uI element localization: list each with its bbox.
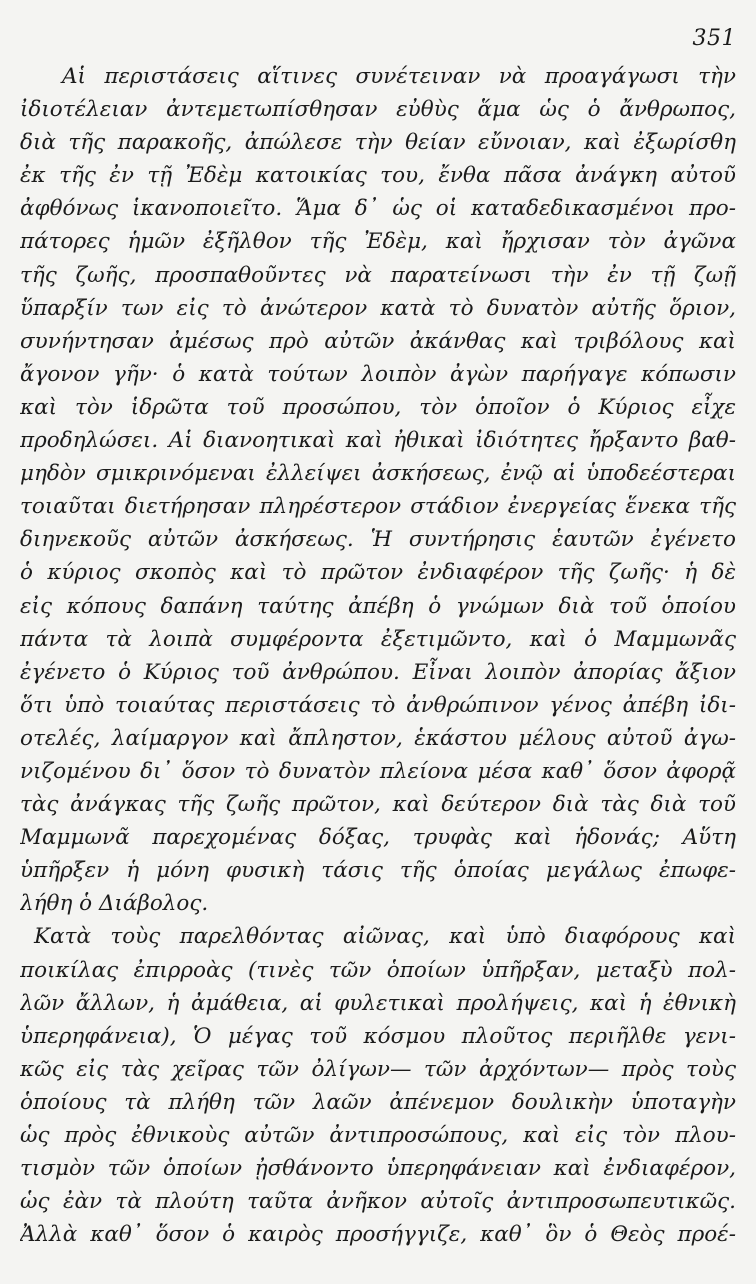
text-line: τὰς ἀνάγκας τῆς ζωῆς πρῶτον, καὶ δεύτερον διὰ τὰς διὰ τοῦ: [20, 792, 736, 818]
text-line: Αἱ περιστάσεις αἵτινες συνέτειναν νὰ προαγάγωσι τὴν: [62, 64, 736, 89]
text-line: νιζομένου δι᾽ ὅσον τὸ δυνατὸν πλείονα μέσα καθ᾽ ὅσον ἀφορᾷ: [20, 758, 736, 784]
text-line: τοιαῦται διετήρησαν πληρέστερον στάδιον ἐνεργείας ἕνεκα τῆς: [20, 494, 736, 520]
text-line: Μαμμωνᾶ παρεχομένας δόξας, τρυφὰς καὶ ἡδονάς; Αὕτη: [20, 825, 736, 851]
text-line: λήθη ὁ Διάβολος.: [20, 891, 209, 917]
text-line: μηδὸν σμικρινόμεναι ἐλλείψει ἀσκήσεως, ἐνῷ αἱ ὑποδεέστεραι: [20, 461, 736, 487]
text-line: ὑπῆρξεν ἡ μόνη φυσικὴ τάσις τῆς ὁποίας μεγάλως ἐπωφε-: [20, 858, 736, 884]
body-text: [20, 60, 736, 1251]
text-line: ποικίλας ἐπιρροὰς (τινὲς τῶν ὁποίων ὑπῆρξαν, μεταξὺ πολ-: [20, 957, 736, 983]
text-line: ἐγένετο ὁ Κύριος τοῦ ἀνθρώπου. Εἶναι λοιπὸν ἀπορίας ἄξιον: [20, 659, 736, 685]
page-number: 351: [692, 26, 736, 51]
text-line: κῶς εἰς τὰς χεῖρας τῶν ὀλίγων— τῶν ἀρχόντων— πρὸς τοὺς: [20, 1056, 736, 1082]
text-line: ὁ κύριος σκοπὸς καὶ τὸ πρῶτον ἐνδιαφέρον τῆς ζωῆς· ἡ δὲ: [20, 560, 736, 586]
text-line: τῆς ζωῆς, προσπαθοῦντες νὰ παρατείνωσι τὴν ἐν τῇ ζωῇ: [20, 262, 736, 288]
text-line: διὰ τῆς παρακοῆς, ἀπώλεσε τὴν θείαν εὔνοιαν, καὶ ἐξωρίσθη: [20, 130, 736, 156]
text-line: ὕπαρξίν των εἰς τὸ ἀνώτερον κατὰ τὸ δυνατὸν αὐτῆς ὅριον,: [20, 295, 736, 321]
text-line: ὁποίους τὰ πλήθη τῶν λαῶν ἀπένεμον δουλικὴν ὑποταγὴν: [20, 1089, 736, 1115]
text-line: λῶν ἄλλων, ἡ ἀμάθεια, αἱ φυλετικαὶ προλήψεις, καὶ ἡ ἐθνικὴ: [20, 990, 736, 1016]
text-line: ἰδιοτέλειαν ἀντεμετωπίσθησαν εὐθὺς ἅμα ὡς ὁ ἄνθρωπος,: [20, 97, 736, 123]
text-line: ὑπερηφάνεια), Ὁ μέγας τοῦ κόσμου πλοῦτος περιῆλθε γενι-: [20, 1023, 736, 1049]
text-line: ὅτι ὑπὸ τοιαύτας περιστάσεις τὸ ἀνθρώπινον γένος ἀπέβη ἰδι-: [20, 692, 736, 718]
text-line: καὶ τὸν ἱδρῶτα τοῦ προσώπου, τὸν ὁποῖον ὁ Κύριος εἶχε: [20, 394, 736, 420]
text-line: ἄγονον γῆν· ὁ κατὰ τούτων λοιπὸν ἀγὼν παρήγαγε κόπωσιν: [20, 361, 736, 387]
text-line: τισμὸν τῶν ὁποίων ᾐσθάνοντο ὑπερηφάνειαν καὶ ἐνδιαφέρον,: [20, 1156, 736, 1182]
text-line: Ἀλλὰ καθ᾽ ὅσον ὁ καιρὸς προσήγγιζε, καθ᾽ ὃν ὁ Θεὸς προέ-: [20, 1222, 736, 1248]
text-line: Κατὰ τοὺς παρελθόντας αἰῶνας, καὶ ὑπὸ διαφόρους καὶ: [34, 924, 736, 950]
text-line: διηνεκοῦς αὐτῶν ἀσκήσεως. Ἡ συντήρησις ἑαυτῶν ἐγένετο: [20, 527, 736, 553]
text-line: συνήντησαν ἀμέσως πρὸ αὐτῶν ἀκάνθας καὶ τριβόλους καὶ: [20, 328, 736, 354]
text-line: οτελές, λαίμαργον καὶ ἄπληστον, ἑκάστου μέλους αὐτοῦ ἀγω-: [20, 725, 736, 751]
text-line: ὡς ἐὰν τὰ πλούτη ταῦτα ἀνῆκον αὐτοῖς ἀντιπροσωπευτικῶς.: [20, 1189, 736, 1215]
text-line: ἀφθόνως ἱκανοποιεῖτο. Ἅμα δ᾽ ὡς οἱ καταδεδικασμένοι προ-: [20, 196, 736, 222]
text-line: ἐκ τῆς ἐν τῇ Ἐδὲμ κατοικίας του, ἔνθα πᾶσα ἀνάγκη αὐτοῦ: [20, 163, 736, 189]
text-line: πάντα τὰ λοιπὰ συμφέροντα ἐξετιμῶντο, καὶ ὁ Μαμμωνᾶς: [20, 626, 736, 652]
text-line: πάτορες ἡμῶν ἐξῆλθον τῆς Ἐδὲμ, καὶ ἤρχισαν τὸν ἀγῶνα: [20, 229, 736, 255]
text-line: ὡς πρὸς ἐθνικοὺς αὐτῶν ἀντιπροσώπους, καὶ εἰς τὸν πλου-: [20, 1123, 736, 1148]
text-line: εἰς κόπους δαπάνη ταύτης ἀπέβη ὁ γνώμων διὰ τοῦ ὁποίου: [20, 593, 736, 619]
text-line: προδηλώσει. Αἱ διανοητικαὶ καὶ ἠθικαὶ ἰδιότητες ἤρξαντο βαθ-: [20, 428, 736, 454]
